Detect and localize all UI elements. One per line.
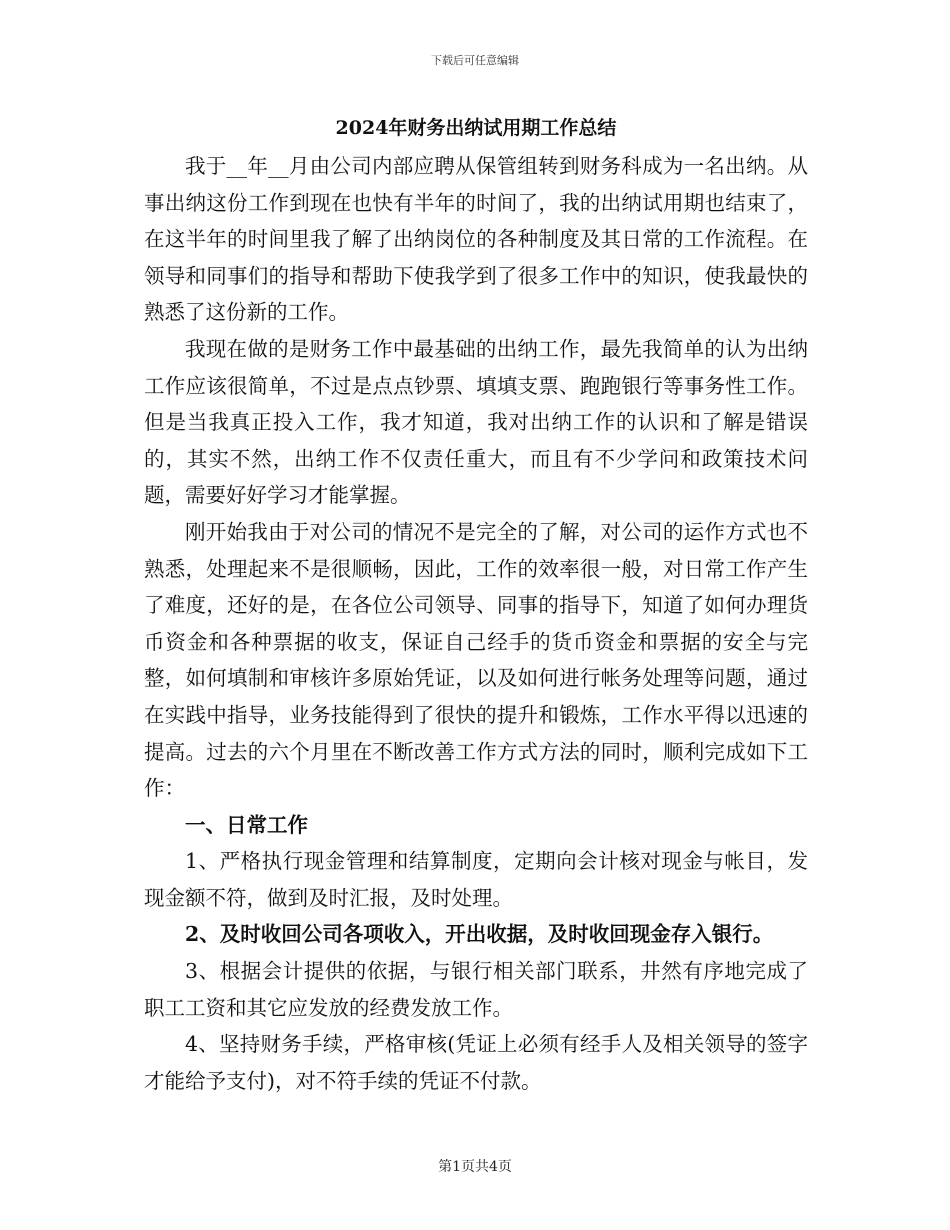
document-body (144, 108, 808, 1099)
paragraph-learning: 刚开始我由于对公司的情况不是完全的了解，对公司的运作方式也不熟悉，处理起来不是很顺畅，因此，工作的效率很一般，对日常工作产生了难度，还好的是，在各位公司领导、同事的指导下，知道了如何办理货币资金和各种票据的收支，保证自己经手的货币资金和票据的安全与完整，如何填制和审核许多原始凭证，以及如何进行帐务处理等问题，通过在实践中指导，业务技能得到了很快的提升和锻炼，工作水平得以迅速的提高。过去的六个月里在不断改善工作方式方法的同时，顺利完成如下工作： (144, 519, 808, 801)
list-item-4: 4、坚持财务手续，严格审核(凭证上必须有经手人及相关领导的签字才能给予支付)，对不符手续的凭证不付款。 (144, 1032, 808, 1093)
section-heading-daily-work: 一、日常工作 (185, 812, 308, 837)
paragraph-intro: 我于__年__月由公司内部应聘从保管组转到财务科成为一名出纳。从事出纳这份工作到现在也快有半年的时间了，我的出纳试用期也结束了，在这半年的时间里我了解了出纳岗位的各种制度及其日常的工作流程。在领导和同事们的指导和帮助下使我学到了很多工作中的知识，使我最快的熟悉了这份新的工作。 (144, 154, 808, 325)
list-item-2: 2、及时收回公司各项收入，开出收据，及时收回现金存入银行。 (185, 922, 774, 947)
list-item-1: 1、严格执行现金管理和结算制度，定期向会计核对现金与帐目，发现金额不符，做到及时汇报，及时处理。 (144, 849, 808, 910)
page-header: 下载后可任意编辑 (431, 54, 519, 67)
paragraph-understanding: 我现在做的是财务工作中最基础的出纳工作，最先我简单的认为出纳工作应该很简单，不过是点点钞票、填填支票、跑跑银行等事务性工作。但是当我真正投入工作，我才知道，我对出纳工作的认识和了解是错误的，其实不然，出纳工作不仅责任重大，而且有不少学问和政策技术问题，需要好好学习才能掌握。 (144, 336, 808, 508)
document-title: 2024年财务出纳试用期工作总结 (335, 117, 617, 139)
list-item-3: 3、根据会计提供的依据，与银行相关部门联系，井然有序地完成了职工工资和其它应发放的经费发放工作。 (144, 959, 808, 1020)
page-footer: 第1页共4页 (438, 1159, 512, 1175)
